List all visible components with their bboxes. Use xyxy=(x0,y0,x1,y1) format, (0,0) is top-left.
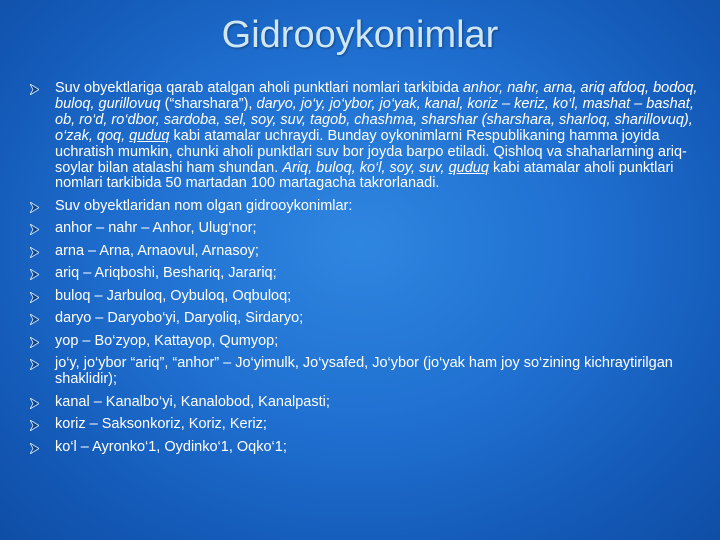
text-run: kabi atamalar aholi punktlari nomlari tarkibida 50 martadan 100 martagacha takrorlanadi. xyxy=(55,159,674,192)
arrowhead-bullet-icon xyxy=(30,359,39,370)
arrowhead-bullet-icon xyxy=(30,420,39,431)
list-item xyxy=(30,334,700,350)
italic-terms: anhor, nahr, arna, ariq afdoq, bodoq, buloq, gurillovuq xyxy=(55,80,698,112)
paragraph-text xyxy=(55,80,697,191)
item-text: Suv obyektlaridan nom olgan gidrooykonimlar: xyxy=(55,197,353,214)
arrowhead-bullet-icon xyxy=(30,292,39,303)
arrowhead-bullet-icon xyxy=(30,269,39,280)
bullet-list xyxy=(30,81,700,462)
list-item xyxy=(30,417,700,433)
arrowhead-bullet-icon xyxy=(30,337,39,348)
list-item xyxy=(30,244,700,260)
arrowhead-bullet-icon xyxy=(30,443,39,454)
item-text: kanal – Kanalbo‘yi, Kanalobod, Kanalpasti; xyxy=(55,393,330,410)
list-item xyxy=(30,221,700,237)
list-item xyxy=(30,266,700,282)
text-run: Suv obyektlariga qarab atalgan aholi punktlari nomlari tarkibida xyxy=(55,80,463,96)
item-text: anhor – nahr – Anhor, Ulug‘nor; xyxy=(55,220,257,237)
arrowhead-bullet-icon xyxy=(30,202,39,213)
list-item xyxy=(30,81,700,192)
italic-term-underlined: quduq xyxy=(448,159,489,176)
list-item xyxy=(30,356,700,388)
item-text: ariq – Ariqboshi, Beshariq, Jarariq; xyxy=(55,265,277,282)
item-text: ko‘l – Ayronko‘1, Oydinko‘1, Oqko‘1; xyxy=(55,438,287,455)
italic-term-underlined: quduq xyxy=(129,127,170,144)
item-text: buloq – Jarbuloq, Oybuloq, Oqbuloq; xyxy=(55,287,292,304)
italic-terms: Ariq, buloq, ko‘l, soy, suv, xyxy=(282,159,449,176)
arrowhead-bullet-icon xyxy=(30,314,39,325)
arrowhead-bullet-icon xyxy=(30,398,39,409)
arrowhead-bullet-icon xyxy=(30,84,39,95)
item-text: jo‘y, jo‘ybor “ariq”, “anhor” – Jo‘yimulk, Jo‘ysafed, Jo‘ybor (jo‘yak ham joy so‘zining kichraytirilgan shaklidir); xyxy=(55,355,673,388)
list-item xyxy=(30,440,700,456)
list-item xyxy=(30,395,700,411)
item-text: yop – Bo‘zyop, Kattayop, Qumyop; xyxy=(55,332,279,349)
text-run: (“sharshara”), xyxy=(160,95,257,112)
arrowhead-bullet-icon xyxy=(30,247,39,258)
arrowhead-bullet-icon xyxy=(30,224,39,235)
list-item xyxy=(30,199,700,215)
list-item xyxy=(30,289,700,305)
text-run: kabi atamalar uchraydi. Bunday oykonimlarni Respublikaning hamma joyida uchratish mumkin, chunki aholi punktlari suv bor joyda barpo etiladi. Qishloq va shaharlarning ariq-soylar bilan atalashi ham shundan. xyxy=(55,127,687,176)
list-item xyxy=(30,311,700,327)
item-text: arna – Arna, Arnaovul, Arnasoy; xyxy=(55,242,259,259)
item-text: koriz – Saksonkoriz, Koriz, Keriz; xyxy=(55,416,267,433)
item-text: daryo – Daryobo‘yi, Daryoliq, Sirdaryo; xyxy=(55,310,304,327)
italic-terms: daryo, jo‘y, jo‘ybor, jo‘yak, kanal, koriz – keriz, ko‘l, mashat – bashat, ob, ro‘d, ro‘dbor, sardoba, sel, soy, suv, tagob, chashma, sharshar (sharshara, sharloq, sharillovuq), o‘zak, qoq, xyxy=(55,95,694,144)
slide-title: Gidrooykonimlar xyxy=(221,14,499,56)
